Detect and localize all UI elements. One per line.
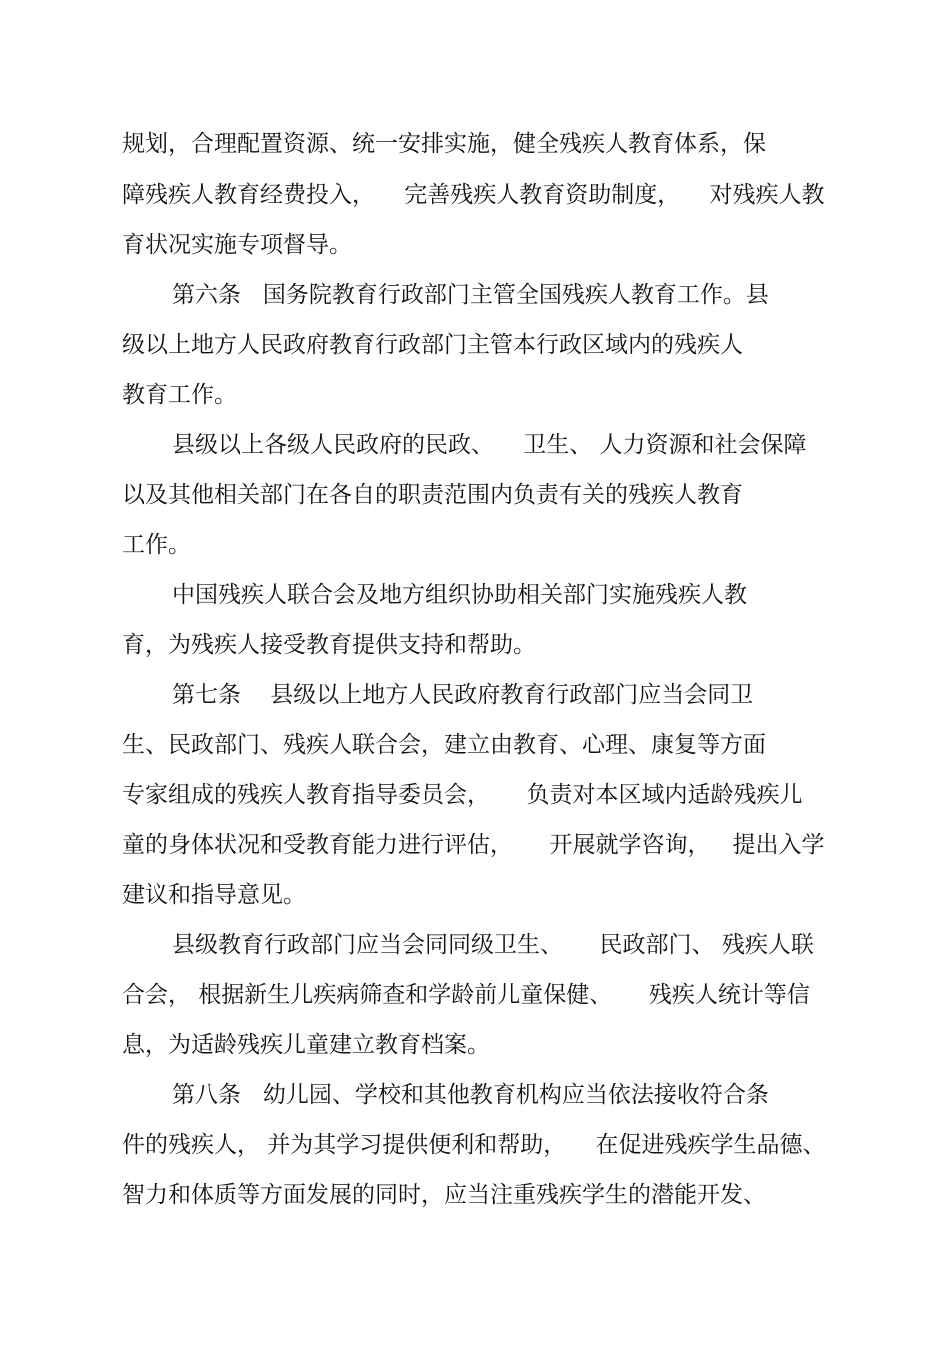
text-line: 建议和指导意见。 <box>122 882 306 908</box>
article-7-heading-line: 第七条 县级以上地方人民政府教育行政部门应当会同卫 <box>172 682 754 708</box>
text-line: 息，为适龄残疾儿童建立教育档案。 <box>122 1032 490 1058</box>
text-line: 专家组成的残疾人教育指导委员会， 负责对本区域内适龄残疾儿 <box>122 782 803 808</box>
text-line: 级以上地方人民政府教育行政部门主管本行政区域内的残疾人 <box>122 332 743 358</box>
text-line: 育，为残疾人接受教育提供支持和帮助。 <box>122 632 536 658</box>
article-6-heading-line: 第六条 国务院教育行政部门主管全国残疾人教育工作。县 <box>172 282 769 308</box>
paragraph-first-line: 县级教育行政部门应当会同同级卫生、 民政部门、 残疾人联 <box>172 932 814 958</box>
text-line: 童的身体状况和受教育能力进行评估， 开展就学咨询， 提出入学 <box>122 832 825 858</box>
text-line: 工作。 <box>122 532 191 558</box>
paragraph-first-line: 县级以上各级人民政府的民政、 卫生、 人力资源和社会保障 <box>172 432 807 458</box>
text-line: 障残疾人教育经费投入， 完善残疾人教育资助制度， 对残疾人教 <box>122 182 825 208</box>
text-line: 生、民政部门、残疾人联合会，建立由教育、心理、康复等方面 <box>122 732 766 758</box>
paragraph-first-line: 中国残疾人联合会及地方组织协助相关部门实施残疾人教 <box>172 582 747 608</box>
article-8-heading-line: 第八条 幼儿园、学校和其他教育机构应当依法接收符合条 <box>172 1082 769 1108</box>
text-line: 育状况实施专项督导。 <box>122 232 352 258</box>
text-line: 教育工作。 <box>122 382 237 408</box>
text-line: 件的残疾人， 并为其学习提供便利和帮助， 在促进残疾学生品德、 <box>122 1132 826 1158</box>
text-line: 以及其他相关部门在各自的职责范围内负责有关的残疾人教育 <box>122 482 743 508</box>
text-line: 规划，合理配置资源、统一安排实施，健全残疾人教育体系，保 <box>122 131 766 157</box>
text-line: 合会， 根据新生儿疾病筛查和学龄前儿童保健、 残疾人统计等信 <box>122 982 810 1008</box>
text-line: 智力和体质等方面发展的同时，应当注重残疾学生的潜能开发、 <box>122 1182 766 1208</box>
